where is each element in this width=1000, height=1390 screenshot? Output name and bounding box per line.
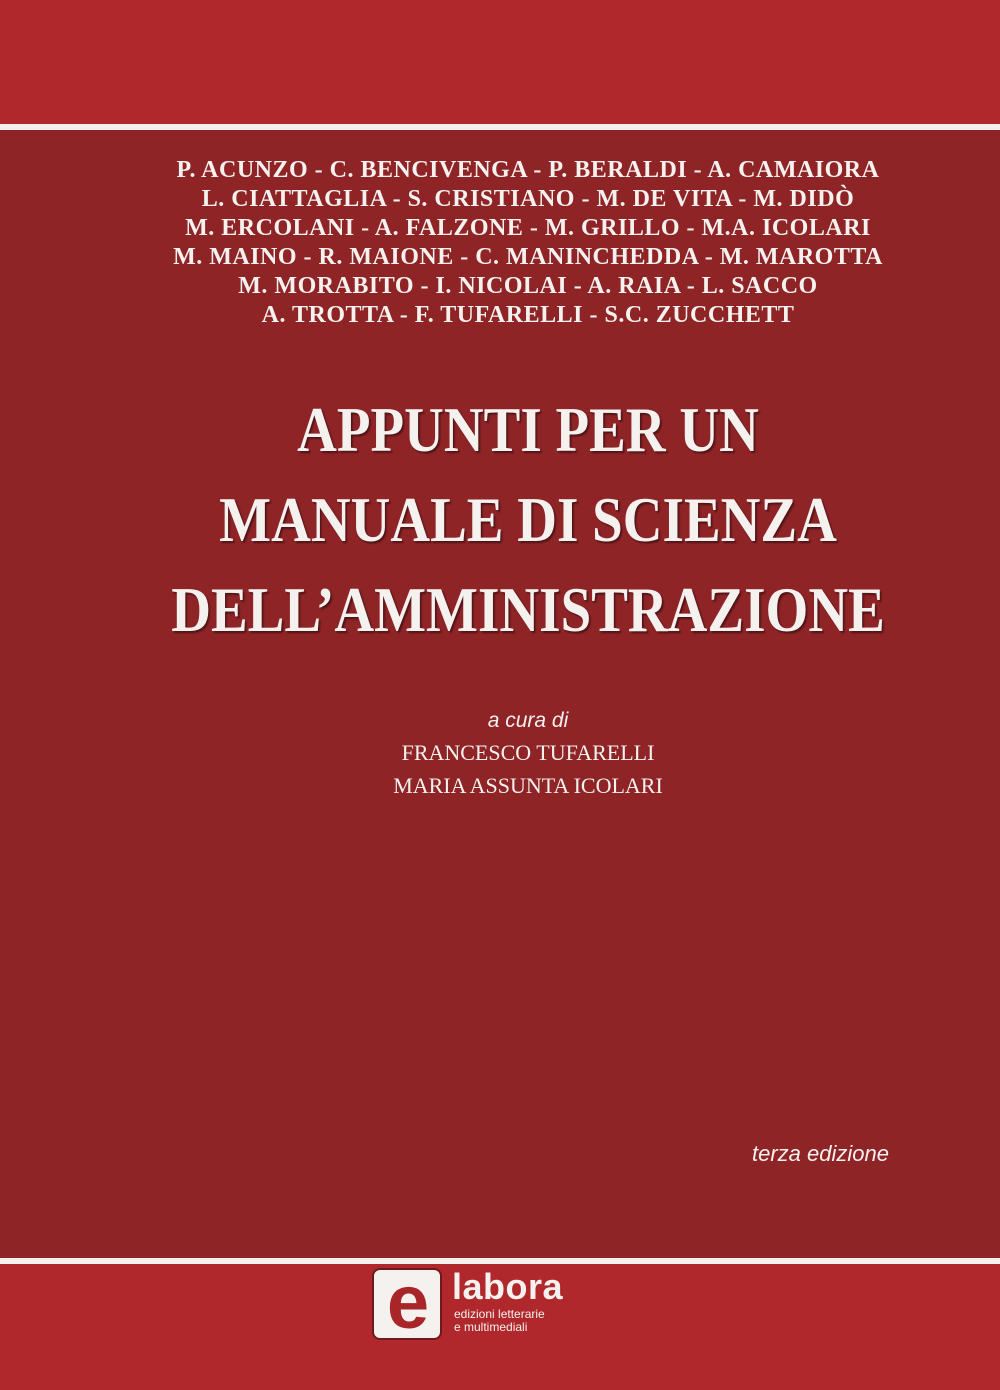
- publisher-tagline-line: e multimediali: [454, 1320, 528, 1334]
- publisher-name: labora: [452, 1266, 564, 1307]
- editors-label: a cura di: [487, 709, 569, 732]
- book-title: [74, 385, 982, 655]
- editor-name: MARIA ASSUNTA ICOLARI: [393, 773, 663, 798]
- editors-block: [0, 706, 1000, 802]
- author-line: M. MORABITO - I. NICOLAI - A. RAIA - L. SACCO: [238, 273, 818, 299]
- title-line: APPUNTI PER UN: [297, 394, 759, 465]
- edition-label: terza edizione: [752, 1141, 889, 1166]
- publisher-logo-letter: e: [386, 1260, 430, 1345]
- author-line: L. CIATTAGLIA - S. CRISTIANO - M. DE VITA - M. DIDÒ: [201, 186, 855, 212]
- author-line: A. TROTTA - F. TUFARELLI - S.C. ZUCCHETT: [261, 302, 795, 328]
- publisher-logo: [372, 1260, 632, 1348]
- author-list: [0, 156, 1000, 330]
- author-line: M. MAINO - R. MAIONE - C. MANINCHEDDA - M. MAROTTA: [173, 244, 883, 270]
- title-line: DELL’AMMINISTRAZIONE: [171, 574, 885, 645]
- publisher-tagline-line: edizioni letterarie: [454, 1307, 545, 1321]
- author-line: P. ACUNZO - C. BENCIVENGA - P. BERALDI - A. CAMAIORA: [176, 157, 880, 183]
- publisher-logo-mark: [372, 1260, 442, 1345]
- editor-name: FRANCESCO TUFARELLI: [401, 740, 655, 765]
- title-line: MANUALE DI SCIENZA: [219, 484, 837, 555]
- publisher-tagline: [454, 1308, 545, 1334]
- top-white-rule: [0, 124, 1000, 130]
- top-color-band: [0, 0, 1000, 124]
- author-line: M. ERCOLANI - A. FALZONE - M. GRILLO - M.A. ICOLARI: [185, 215, 871, 241]
